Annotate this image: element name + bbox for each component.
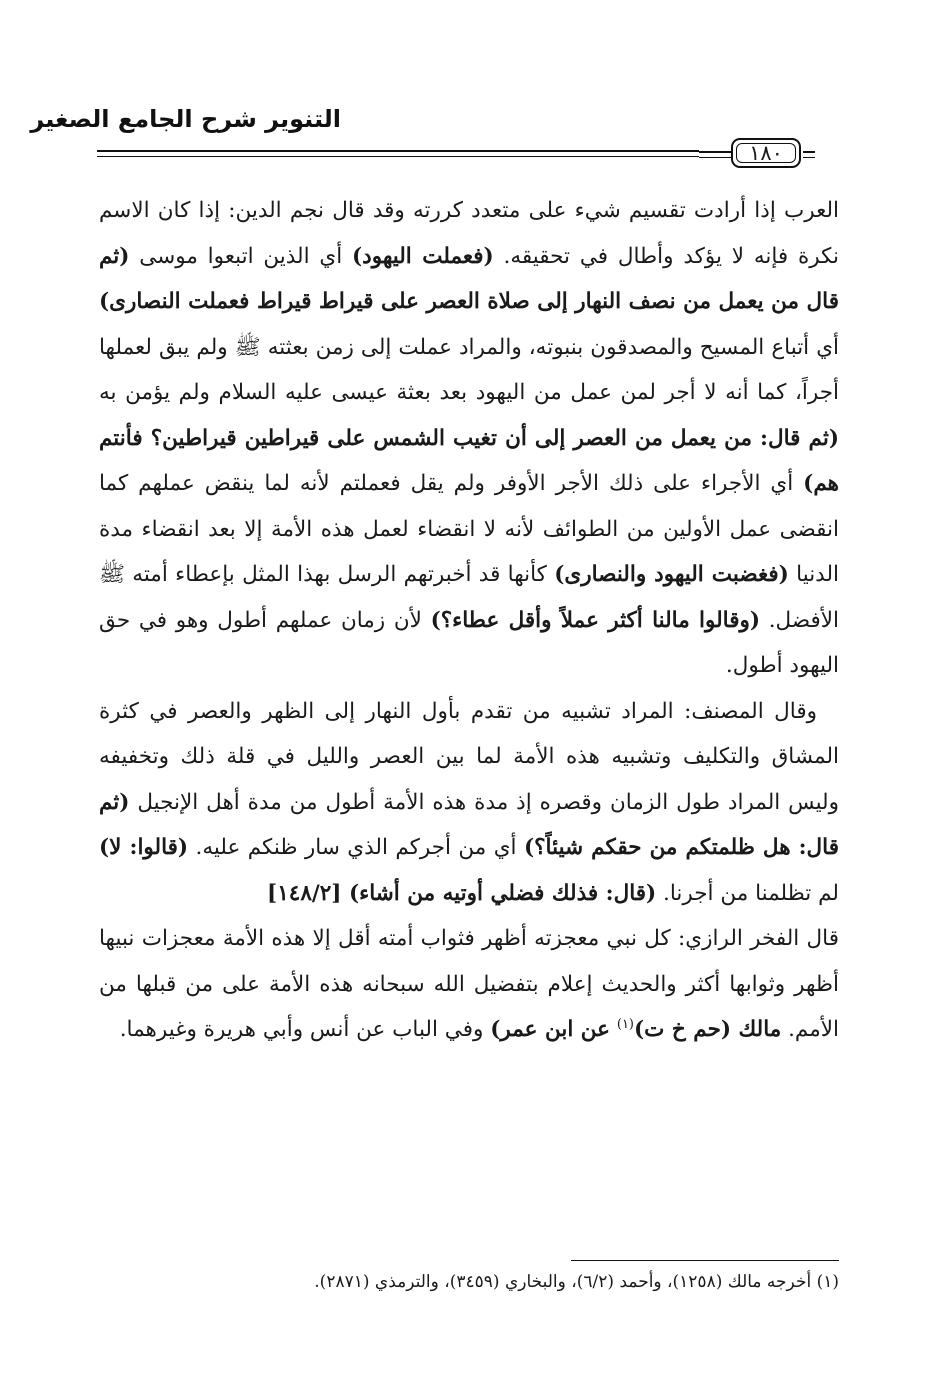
- hadith-quote: (وقالوا مالنا أكثر عملاً وأقل عطاء؟): [430, 607, 761, 633]
- paragraph-3: [99, 916, 839, 1053]
- text-run: لأن زمان عملهم أطول وهو في حق اليهود أطول.: [99, 607, 839, 678]
- running-header-title: التنوير شرح الجامع الصغير: [30, 105, 341, 133]
- hadith-quote: (فغضبت اليهود والنصارى): [554, 562, 789, 587]
- text-run: أي الأجراء على ذلك الأجر الأوفر ولم يقل فعملتم لأنه لما ينقض عملهم كما انقضى عمل الأولين من الطوائف لأنه لا انقضاء لعمل هذه الأمة إلا بعد انقضاء مدة الدنيا: [99, 471, 839, 587]
- header-rule-right-end-thin: [803, 157, 815, 158]
- narrator-attribution: عن ابن عمر): [490, 1017, 611, 1042]
- hadith-quote: (قال: فذلك فضلي أوتيه من أشاء): [348, 880, 657, 906]
- text-run: [610, 1017, 617, 1042]
- footnote-separator: [571, 1260, 839, 1261]
- header-rule-connector-thin: [699, 157, 731, 158]
- text-run: أي من أجركم الذي سار ظنكم عليه.: [188, 835, 524, 860]
- hadith-quote: (قالوا: لا): [99, 835, 189, 860]
- main-text: [99, 188, 839, 1053]
- hadith-quote: (ثم قال: هل ظلمتكم من حقكم شيئاً؟): [99, 789, 839, 860]
- volume-page-reference: [١٤٨/٢]: [267, 880, 349, 906]
- hadith-quote: (ثم قال: من يعمل من العصر إلى أن تغيب الشمس على قيراطين قيراطين؟ فأنتم هم): [99, 425, 839, 496]
- header-rule: [97, 150, 699, 152]
- hadith-quote: (فعملت اليهود): [352, 243, 494, 269]
- text-run: لم تظلمنا من أجرنا.: [656, 880, 839, 906]
- header-rule-right-end: [803, 151, 815, 153]
- text-run: قال الفخر الرازي: كل نبي معجزته أظهر فثواب أمته أقل إلا هذه الأمة معجزات نبيها أظهر وثوابها أكثر والحديث إعلام بتفضيل الله سبحانه هذه الأمة على من قبلها من الأمم.: [99, 926, 839, 1042]
- paragraph-1: [99, 188, 839, 689]
- page-number: ١٨٠: [749, 141, 783, 165]
- text-run: أي الذين اتبعوا موسى: [129, 243, 352, 269]
- hadith-quote: (ثم قال من يعمل من نصف النهار إلى صلاة العصر على قيراط قيراط فعملت النصارى): [99, 243, 839, 314]
- text-run: أي أتباع المسيح والمصدقون بنبوته، والمراد عملت إلى زمن بعثته ﷺ ولم يبق لعملها أجراً، كما أنه لا أجر لمن عمل من اليهود بعد بعثة عيسى عليه السلام ولم يؤمن به: [99, 334, 839, 405]
- header-rule-thin: [97, 156, 699, 157]
- header-rule-connector: [699, 151, 731, 153]
- source-attribution: مالك (حم خ ت): [634, 1017, 782, 1042]
- paragraph-2: [99, 689, 839, 917]
- page-number-frame: [731, 138, 801, 168]
- text-run: العرب إذا أرادت تقسيم شيء على متعدد كررته وقد قال نجم الدين: إذا كان الاسم نكرة فإنه لا يؤكد وأطال في تحقيقه.: [99, 198, 839, 269]
- text-run: وفي الباب عن أنس وأبي هريرة وغيرهما.: [119, 1017, 491, 1042]
- text-run: وقال المصنف: المراد تشبيه من تقدم بأول النهار إلى الظهر والعصر في كثرة المشاق والتكليف وتشبيه هذه الأمة لما بين العصر والليل في قلة ذلك وتخفيفه وليس المراد طول الزمان وقصره إذ مدة هذه الأمة أطول من مدة أهل الإنجيل: [99, 698, 839, 815]
- footnote-reference[interactable]: (١): [616, 1016, 634, 1032]
- footnote-1: (١) أخرجه مالك (١٢٥٨)، وأحمد (٦/٢)، والبخاري (٣٤٥٩)، والترمذي (٢٨٧١).: [314, 1272, 839, 1292]
- text-run: كأنها قد أخبرتهم الرسل بهذا المثل بإعطاء أمته ﷺ الأفضل.: [99, 562, 839, 633]
